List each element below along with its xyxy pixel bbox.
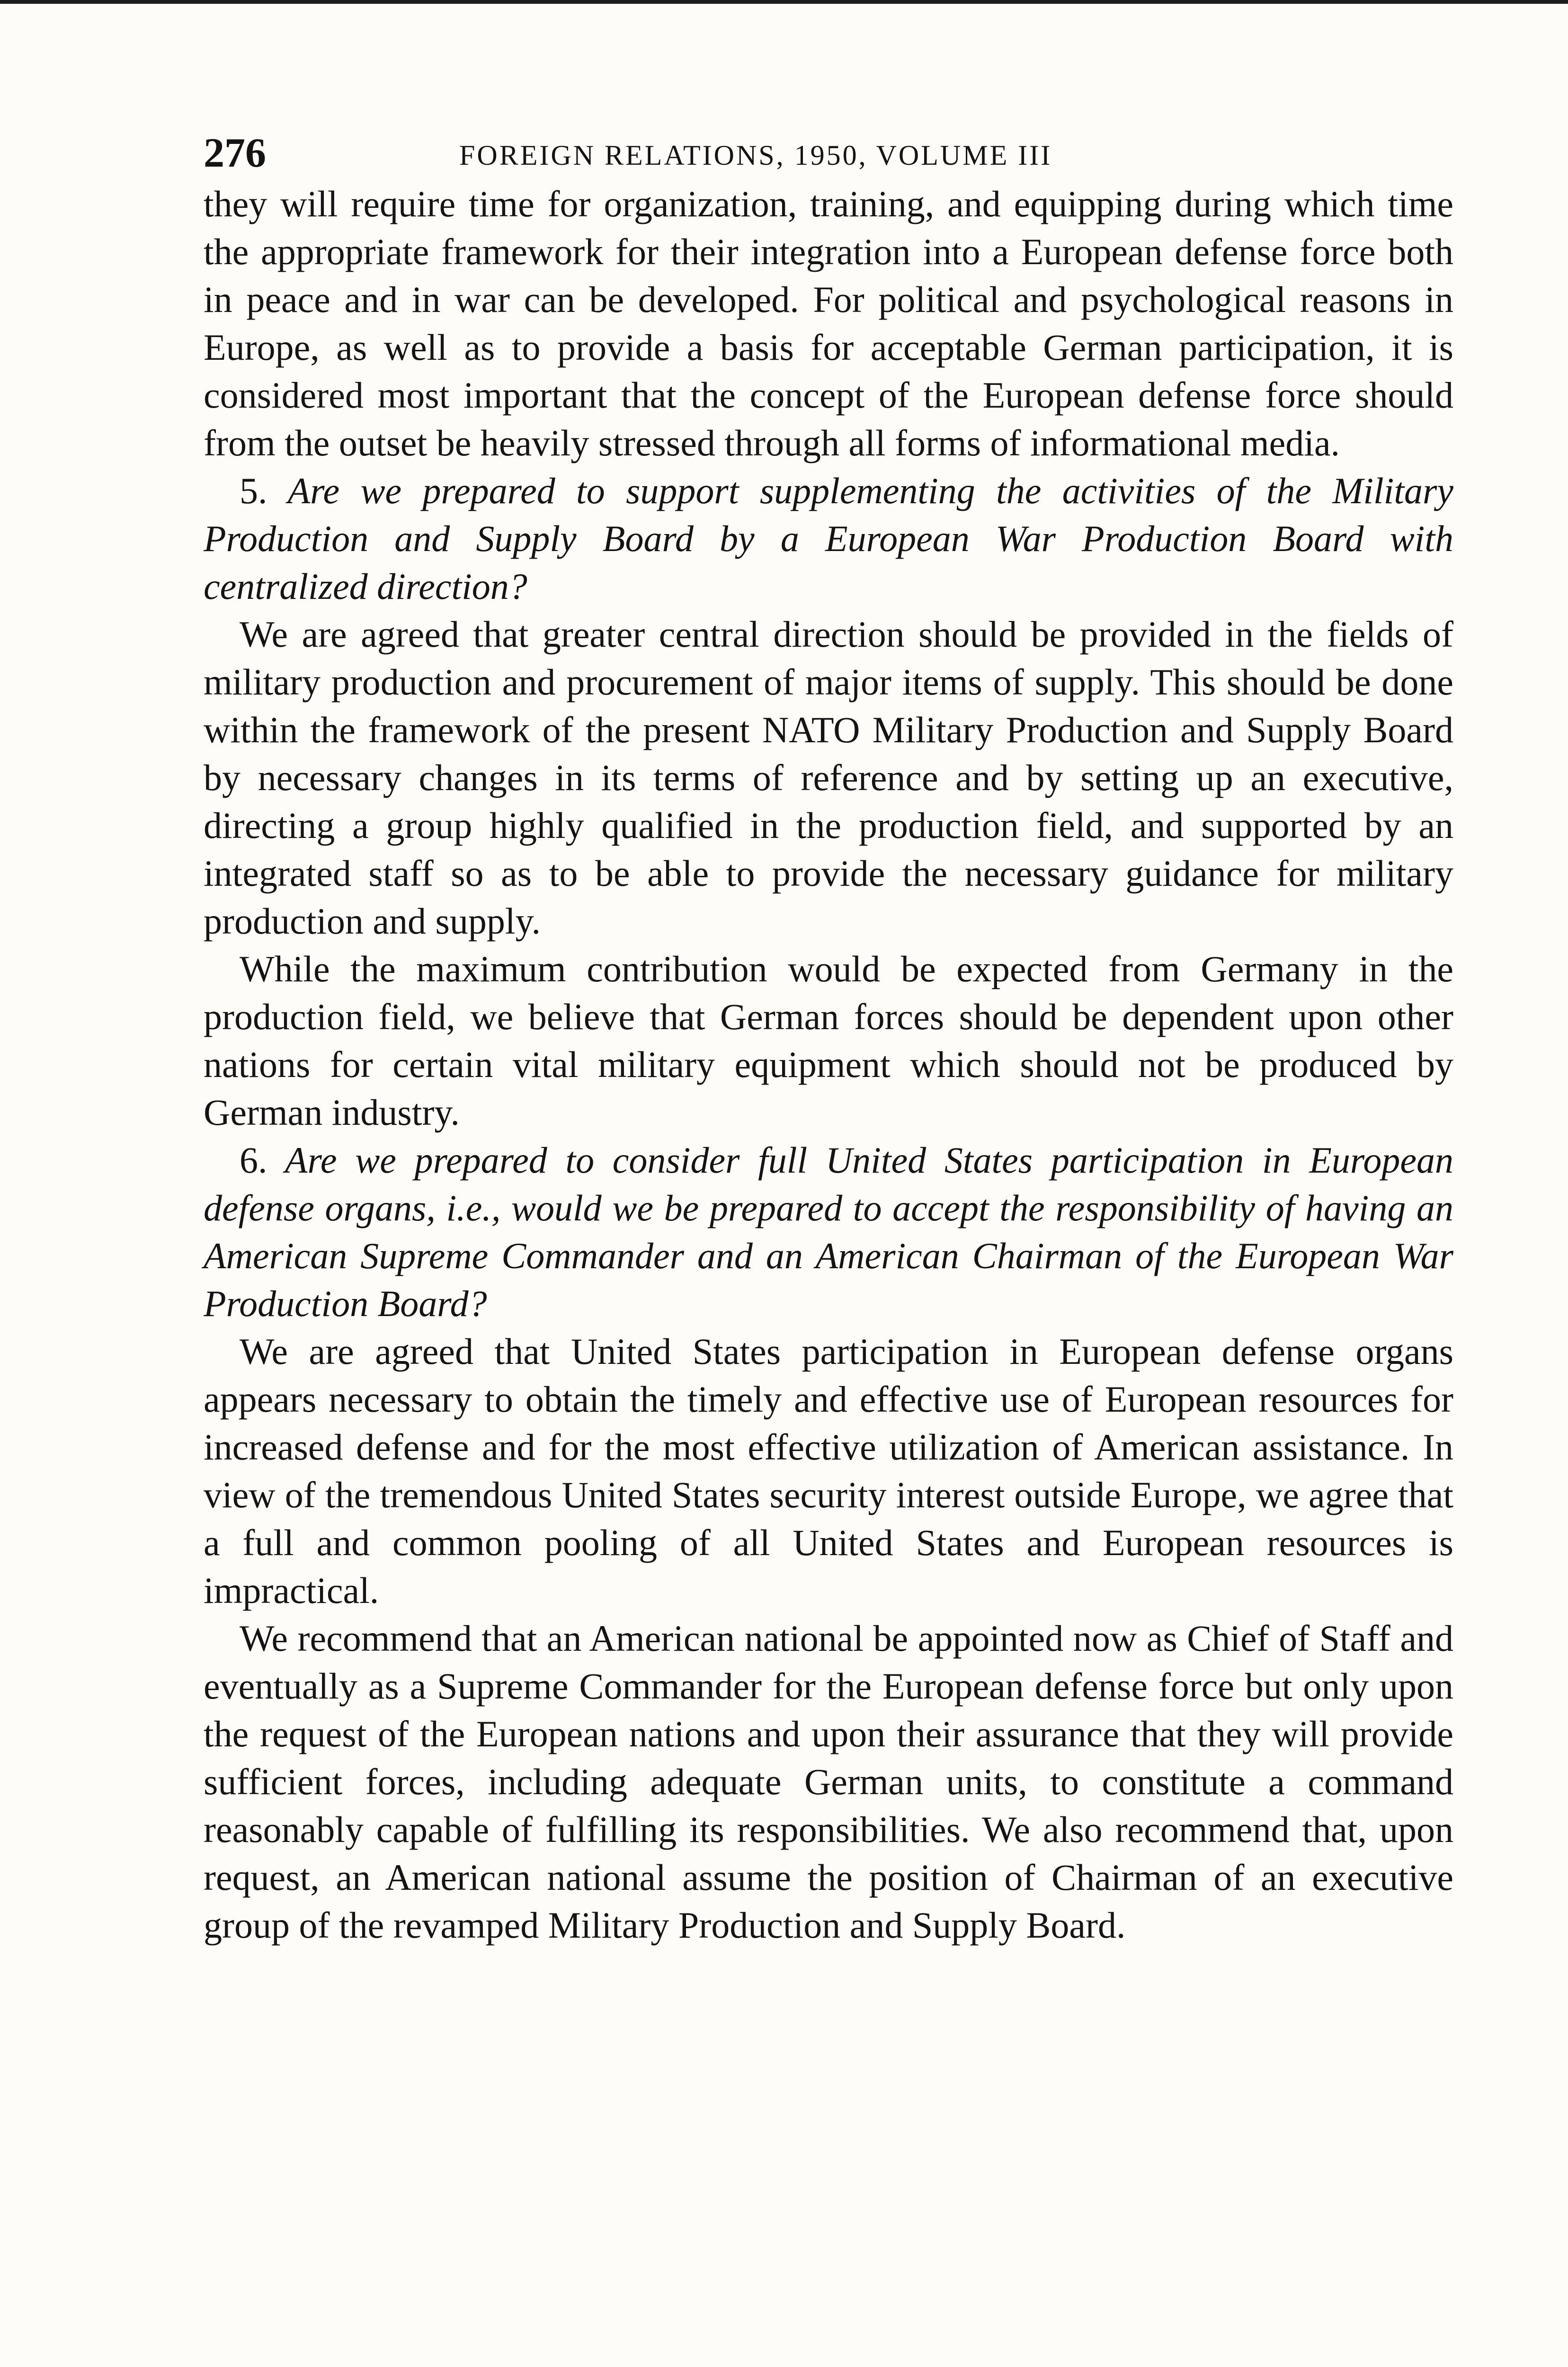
question-5 (204, 467, 1453, 610)
question-number: 5. (240, 470, 267, 511)
paragraph-central-direction: We are agreed that greater central direction should be provided in the fields of military production and procurement of major items of supply. This should be done within the framework of the present NATO Military Production and Supply Board by necessary changes in its terms of reference and by setting up an executive, directing a group highly qualified in the production field, and supported by an integrated staff so as to be able to provide the necessary guidance for military production and supply. (204, 614, 1453, 942)
page-number: 276 (204, 130, 266, 176)
running-title: FOREIGN RELATIONS, 1950, VOLUME III (459, 140, 1052, 171)
paragraph-us-participation: We are agreed that United States participation in European defense organs appears necessary to obtain the timely and effective use of European resources for increased defense and for the most effective utilization of American assistance. In view of the tremendous United States security interest outside Europe, we agree that a full and common pooling of all United States and European resources is impractical. (204, 1331, 1453, 1611)
body-text (204, 180, 1453, 1949)
question-6 (204, 1136, 1453, 1327)
question-number: 6. (240, 1139, 267, 1181)
running-header (204, 118, 1453, 180)
paragraph-recommendation: We recommend that an American national be appointed now as Chief of Staff and eventually as a Supreme Commander for the European defense force but only upon the request of the European nations and upon their assurance that they will provide sufficient forces, including adequate German units, to constitute a command reasonably capable of fulfilling its responsibilities. We also recommend that, upon request, an American national assume the position of Chairman of an executive group of the revamped Military Production and Supply Board. (204, 1618, 1453, 1946)
paragraph-continuation: they will require time for organization, training, and equipping during which time the appropriate framework for their integration into a European defense force both in peace and in war can be developed. For political and psychological reasons in Europe, as well as to provide a basis for acceptable German participation, it is considered most important that the concept of the European defense force should from the outset be heavily stressed through all forms of informational media. (204, 183, 1453, 463)
document-page (204, 118, 1453, 1949)
paragraph-german-production: While the maximum contribution would be expected from Germany in the production field, we believe that German forces should be dependent upon other nations for certain vital military equipment which should not be produced by German industry. (204, 948, 1453, 1133)
question-text: Are we prepared to consider full United States participation in European defense organs, i.e., would we be prepared to accept the responsibility of having an American Supreme Commander and an American Chairman of the European War Production Board? (204, 1139, 1453, 1324)
top-page-rule (0, 0, 1568, 4)
question-text: Are we prepared to support supplementing the activities of the Military Production and Supply Board by a European War Production Board with centralized direction? (204, 470, 1453, 607)
